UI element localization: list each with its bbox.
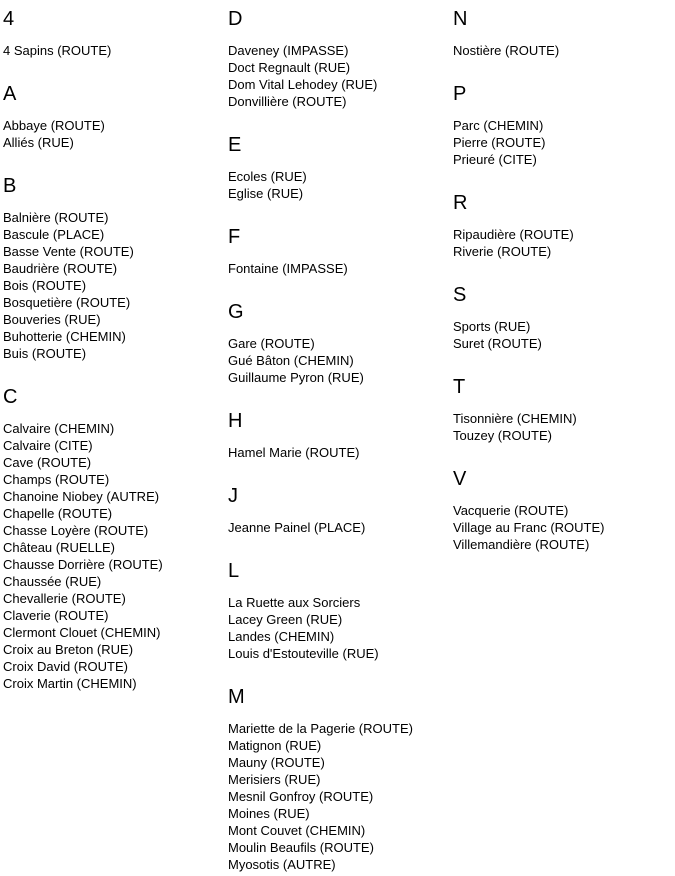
street-entry[interactable]: Louis d'Estouteville (RUE) [228, 646, 379, 661]
street-list [3, 117, 225, 151]
street-list [228, 720, 450, 873]
street-list [3, 42, 225, 59]
street-entry[interactable]: Balnière (ROUTE) [3, 210, 109, 225]
section-letter-heading: F [228, 226, 241, 248]
street-entry[interactable]: Chasse Loyère (ROUTE) [3, 523, 149, 538]
street-entry[interactable]: Mauny (ROUTE) [228, 755, 325, 770]
street-entry[interactable]: Fontaine (IMPASSE) [228, 261, 348, 276]
street-entry[interactable]: Croix au Breton (RUE) [3, 642, 134, 657]
section-letter-heading: S [453, 284, 467, 306]
street-entry[interactable]: Alliés (RUE) [3, 135, 74, 150]
street-entry[interactable]: Gare (ROUTE) [228, 336, 315, 351]
street-list [453, 117, 675, 168]
street-entry[interactable]: Croix Martin (CHEMIN) [3, 676, 137, 691]
street-entry[interactable]: Bouveries (RUE) [3, 312, 101, 327]
street-entry[interactable]: Village au Franc (ROUTE) [453, 520, 605, 535]
street-entry[interactable]: Touzey (ROUTE) [453, 428, 552, 443]
section-letter-heading: C [3, 386, 18, 408]
street-entry[interactable]: Mariette de la Pagerie (ROUTE) [228, 721, 413, 736]
street-entry[interactable]: Myosotis (AUTRE) [228, 857, 336, 872]
street-entry[interactable]: Prieuré (CITE) [453, 152, 537, 167]
letter-section [228, 301, 450, 386]
street-entry[interactable]: Hamel Marie (ROUTE) [228, 445, 360, 460]
street-entry[interactable]: Buhotterie (CHEMIN) [3, 329, 126, 344]
street-entry[interactable]: Mont Couvet (CHEMIN) [228, 823, 366, 838]
street-entry[interactable]: Gué Bâton (CHEMIN) [228, 353, 354, 368]
street-entry[interactable]: Eglise (RUE) [228, 186, 304, 201]
street-entry[interactable]: Chausse Dorrière (ROUTE) [3, 557, 163, 572]
street-entry[interactable]: Claverie (ROUTE) [3, 608, 109, 623]
section-letter-heading: E [228, 134, 242, 156]
letter-section [453, 376, 675, 444]
street-entry[interactable]: Croix David (ROUTE) [3, 659, 128, 674]
letter-section [228, 226, 450, 277]
street-entry[interactable]: Abbaye (ROUTE) [3, 118, 105, 133]
street-list [3, 420, 225, 692]
letter-section [3, 83, 225, 151]
street-list [453, 42, 675, 59]
street-entry[interactable]: Moines (RUE) [228, 806, 310, 821]
street-entry[interactable]: Donvillière (ROUTE) [228, 94, 347, 109]
street-entry[interactable]: Merisiers (RUE) [228, 772, 321, 787]
letter-section [228, 134, 450, 202]
index-column-middle [225, 8, 450, 873]
street-list [3, 209, 225, 362]
section-letter-heading: V [453, 468, 467, 490]
street-entry[interactable]: Chevallerie (ROUTE) [3, 591, 126, 606]
street-entry[interactable]: Landes (CHEMIN) [228, 629, 335, 644]
street-entry[interactable]: Moulin Beaufils (ROUTE) [228, 840, 374, 855]
section-letter-heading: A [3, 83, 17, 105]
section-letter-heading: G [228, 301, 244, 323]
street-entry[interactable]: 4 Sapins (ROUTE) [3, 43, 112, 58]
index-column-right [450, 8, 675, 553]
section-letter-heading: M [228, 686, 245, 708]
street-entry[interactable]: Dom Vital Lehodey (RUE) [228, 77, 378, 92]
section-letter-heading: L [228, 560, 240, 582]
street-entry[interactable]: Chanoine Niobey (AUTRE) [3, 489, 160, 504]
street-entry[interactable]: Sports (RUE) [453, 319, 531, 334]
letter-section [228, 686, 450, 873]
street-list [453, 410, 675, 444]
letter-section [228, 560, 450, 662]
street-entry[interactable]: Baudrière (ROUTE) [3, 261, 118, 276]
street-entry[interactable]: Daveney (IMPASSE) [228, 43, 349, 58]
street-entry[interactable]: Chapelle (ROUTE) [3, 506, 113, 521]
street-entry[interactable]: Champs (ROUTE) [3, 472, 110, 487]
section-letter-heading: P [453, 83, 467, 105]
street-entry[interactable]: Guillaume Pyron (RUE) [228, 370, 364, 385]
street-entry[interactable]: Clermont Clouet (CHEMIN) [3, 625, 161, 640]
street-entry[interactable]: Calvaire (CHEMIN) [3, 421, 115, 436]
letter-section [3, 8, 225, 59]
street-entry[interactable]: Suret (ROUTE) [453, 336, 542, 351]
street-entry[interactable]: Ecoles (RUE) [228, 169, 307, 184]
letter-section [228, 410, 450, 461]
street-entry[interactable]: Tisonnière (CHEMIN) [453, 411, 577, 426]
section-letter-heading: T [453, 376, 466, 398]
section-letter-heading: B [3, 175, 17, 197]
street-entry[interactable]: Villemandière (ROUTE) [453, 537, 590, 552]
street-entry[interactable]: Doct Regnault (RUE) [228, 60, 351, 75]
section-letter-heading: J [228, 485, 238, 507]
street-entry[interactable]: Ripaudière (ROUTE) [453, 227, 574, 242]
letter-section [3, 175, 225, 362]
street-entry[interactable]: La Ruette aux Sorciers [228, 595, 361, 610]
street-list [228, 168, 450, 202]
letter-section [453, 192, 675, 260]
letter-section [228, 485, 450, 536]
letter-section [3, 386, 225, 692]
street-entry[interactable]: Riverie (ROUTE) [453, 244, 552, 259]
street-entry[interactable]: Calvaire (CITE) [3, 438, 93, 453]
section-letter-heading: H [228, 410, 243, 432]
street-entry[interactable]: Vacquerie (ROUTE) [453, 503, 569, 518]
street-entry[interactable]: Matignon (RUE) [228, 738, 322, 753]
letter-section [453, 83, 675, 168]
street-entry[interactable]: Jeanne Painel (PLACE) [228, 520, 366, 535]
section-letter-heading: N [453, 8, 468, 30]
street-entry[interactable]: Mesnil Gonfroy (ROUTE) [228, 789, 374, 804]
street-list [453, 318, 675, 352]
street-entry[interactable]: Château (RUELLE) [3, 540, 115, 555]
street-list [228, 594, 450, 662]
letter-section [453, 8, 675, 59]
street-list [453, 226, 675, 260]
street-entry[interactable]: Nostière (ROUTE) [453, 43, 560, 58]
street-list [228, 42, 450, 110]
street-entry[interactable]: Bois (ROUTE) [3, 278, 87, 293]
street-entry[interactable]: Lacey Green (RUE) [228, 612, 343, 627]
street-list [228, 444, 450, 461]
street-entry[interactable]: Bascule (PLACE) [3, 227, 105, 242]
letter-section [453, 468, 675, 553]
street-entry[interactable]: Parc (CHEMIN) [453, 118, 544, 133]
index-column-left [0, 8, 225, 692]
street-list [453, 502, 675, 553]
letter-section [453, 284, 675, 352]
section-letter-heading: D [228, 8, 243, 30]
street-entry[interactable]: Pierre (ROUTE) [453, 135, 546, 150]
street-list [228, 519, 450, 536]
street-list [228, 335, 450, 386]
street-entry[interactable]: Cave (ROUTE) [3, 455, 92, 470]
street-entry[interactable]: Basse Vente (ROUTE) [3, 244, 134, 259]
section-letter-heading: 4 [3, 8, 15, 30]
street-entry[interactable]: Chaussée (RUE) [3, 574, 102, 589]
street-entry[interactable]: Bosquetière (ROUTE) [3, 295, 131, 310]
letter-section [228, 8, 450, 110]
section-letter-heading: R [453, 192, 468, 214]
street-entry[interactable]: Buis (ROUTE) [3, 346, 87, 361]
street-list [228, 260, 450, 277]
